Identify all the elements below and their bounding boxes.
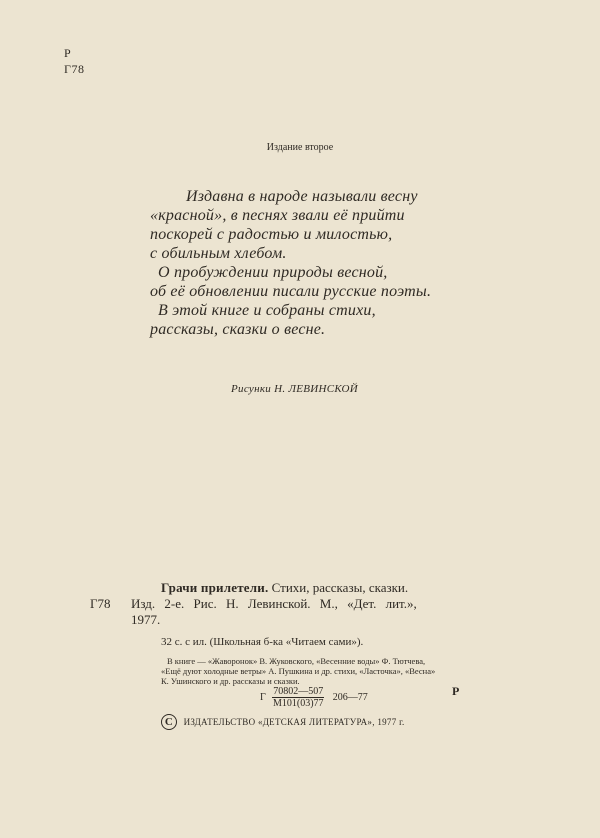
classification-code: Г78	[64, 62, 85, 76]
index-letter: Г	[260, 692, 266, 703]
classification-letter-right: Р	[452, 684, 460, 698]
edition-note: Издание второе	[266, 142, 334, 153]
intro-line: рассказы, сказки о весне.	[150, 321, 326, 338]
classification-letter: Р	[64, 46, 72, 60]
intro-line: О пробуждении природы весной,	[158, 264, 388, 281]
contents-note	[161, 656, 435, 686]
bibliography-publication: Изд. 2-е. Рис. Н. Левинской. М., «Дет. лит.»,	[131, 596, 417, 611]
intro-line: поскорей с радостью и милостью,	[150, 226, 393, 243]
contents-line: В книге — «Жаворонок» В. Жуковского, «Весенние воды» Ф. Тютчева,	[167, 656, 426, 666]
index-code: 206—77	[332, 692, 368, 703]
copyright-line	[161, 714, 405, 730]
series-info: 32 с. с ил. (Школьная б-ка «Читаем сами»).	[161, 636, 364, 648]
contents-line: К. Ушинского и др. рассказы и сказки.	[161, 676, 300, 686]
book-genre: Стихи, рассказы, сказки.	[271, 580, 409, 595]
copyright-text: ИЗДАТЕЛЬСТВО «ДЕТСКАЯ ЛИТЕРАТУРА», 1977 г.	[183, 717, 405, 727]
fraction-numerator: 70802—507	[273, 686, 324, 697]
catalog-index	[260, 686, 368, 709]
intro-line: «красной», в песнях звали её прийти	[150, 207, 405, 224]
index-fraction	[272, 686, 324, 709]
bibliography-code: Г78	[90, 596, 111, 611]
book-title: Грачи прилетели.	[161, 580, 269, 595]
intro-line: с обильным хлебом.	[150, 245, 287, 262]
intro-line: Издавна в народе называли весну	[186, 188, 418, 205]
contents-line: «Ещё дуют холодные ветры» А. Пушкина и др. стихи, «Ласточка», «Весна»	[161, 666, 436, 676]
illustrator-credit: Рисунки Н. ЛЕВИНСКОЙ	[231, 383, 358, 395]
intro-line: об её обновлении писали русские поэты.	[150, 283, 432, 300]
copyright-icon: C	[161, 714, 177, 730]
fraction-denominator: М101(03)77	[273, 698, 324, 709]
intro-line: В этой книге и собраны стихи,	[158, 302, 376, 319]
bibliography-title-row	[161, 580, 408, 596]
intro-text	[150, 187, 431, 339]
bibliography-year: 1977.	[131, 612, 161, 627]
